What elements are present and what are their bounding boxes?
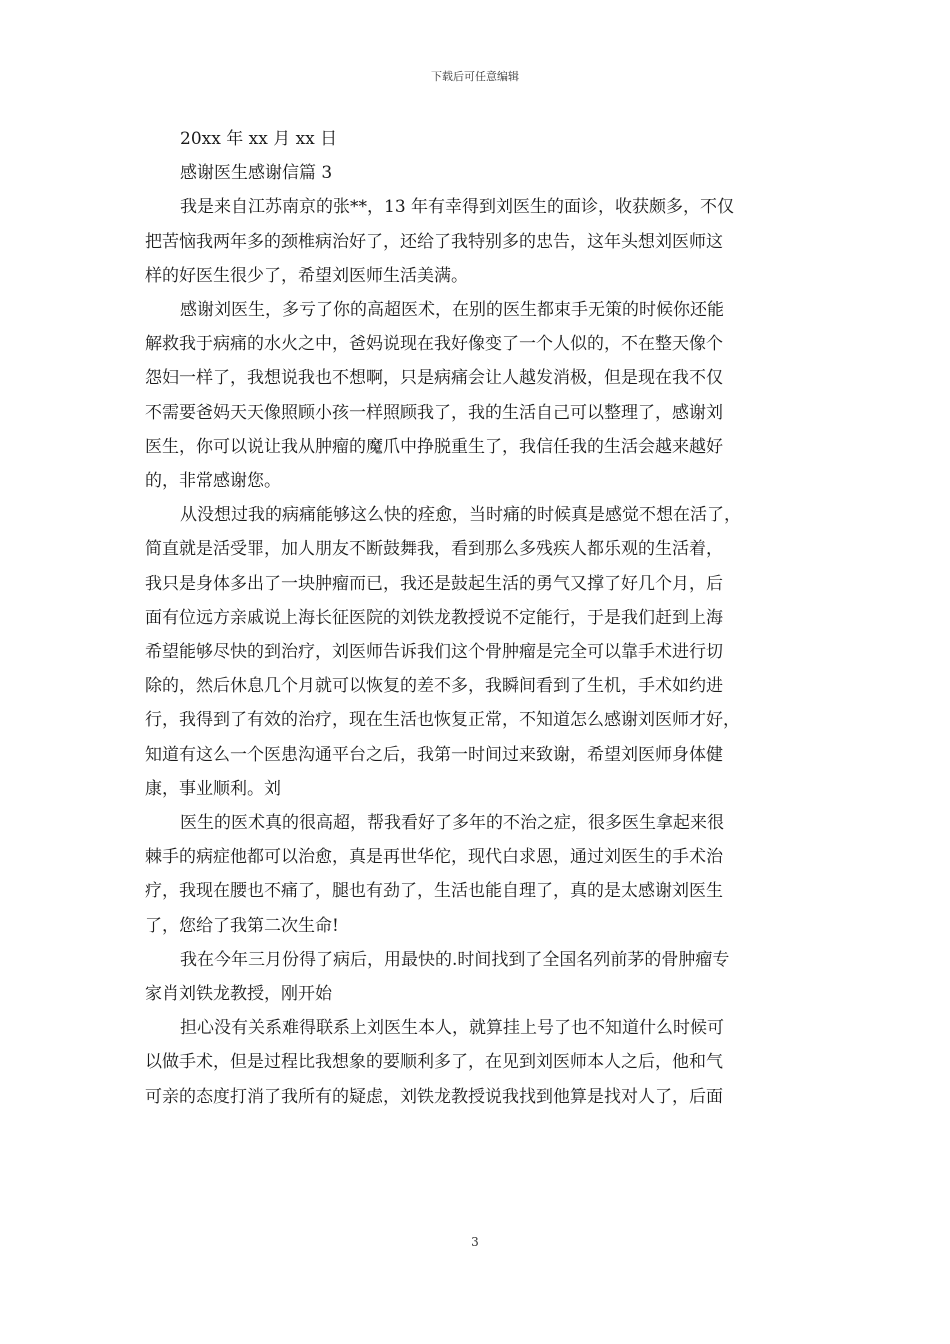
text-line: 除的，然后休息几个月就可以恢复的差不多，我瞬间看到了生机，手术如约进 [145,676,723,697]
text-line: 我是来自江苏南京的张**，13 年有幸得到刘医生的面诊，收获颇多，不仅 [180,197,735,218]
text-line: 我在今年三月份得了病后，用最快的.时间找到了全国名列前茅的骨肿瘤专 [180,949,730,970]
text-line: 医生的医术真的很高超，帮我看好了多年的不治之症，很多医生拿起来很 [180,813,724,834]
document-body [145,122,805,1114]
paragraph [145,122,805,156]
text-line: 我只是身体多出了一块肿瘤而已，我还是鼓起生活的勇气又撑了好几个月，后 [145,573,723,594]
text-line: 面有位远方亲戚说上海长征医院的刘铁龙教授说不定能行，于是我们赶到上海 [145,607,723,628]
text-line: 行，我得到了有效的治疗，现在生活也恢复正常，不知道怎么感谢刘医师才好， [145,710,740,731]
text-line: 了，您给了我第二次生命! [145,915,339,936]
text-line: 康，事业顺利。刘 [145,778,281,799]
text-line: 样的好医生很少了，希望刘医师生活美满。 [145,265,468,286]
text-line: 20xx 年 xx 月 xx 日 [180,129,338,149]
paragraph [145,806,805,943]
text-line: 医生，你可以说让我从肿瘤的魔爪中挣脱重生了，我信任我的生活会越来越好 [145,436,723,457]
text-line: 怨妇一样了，我想说我也不想啊，只是病痛会让人越发消极，但是现在我不仅 [145,368,723,389]
text-line: 解救我于病痛的水火之中，爸妈说现在我好像变了一个人似的，不在整天像个 [145,334,723,355]
text-line: 以做手术，但是过程比我想象的要顺利多了，在见到刘医师本人之后，他和气 [145,1052,723,1073]
text-line: 担心没有关系难得联系上刘医生本人，就算挂上号了也不知道什么时候可 [180,1018,724,1039]
text-line: 知道有这么一个医患沟通平台之后，我第一时间过来致谢，希望刘医师身体健 [145,744,723,765]
paragraph [145,1011,805,1114]
paragraph [145,943,805,1011]
paragraph [145,498,805,806]
text-line: 简直就是活受罪，加人朋友不断鼓舞我，看到那么多残疾人都乐观的生活着， [145,539,723,560]
text-line: 的，非常感谢您。 [145,471,281,492]
text-line: 感谢刘医生，多亏了你的高超医术，在别的医生都束手无策的时候你还能 [180,300,724,321]
text-line: 感谢医生感谢信篇 3 [180,163,333,184]
text-line: 疗，我现在腰也不痛了，腿也有劲了，生活也能自理了，真的是太感谢刘医生 [145,881,723,902]
paragraph [145,190,805,293]
text-line: 棘手的病症他都可以治愈，真是再世华佗，现代白求恩，通过刘医生的手术治 [145,847,723,868]
paragraph [145,293,805,498]
text-line: 不需要爸妈天天像照顾小孩一样照顾我了，我的生活自己可以整理了，感谢刘 [145,402,723,423]
text-line: 家肖刘铁龙教授，刚开始 [145,984,332,1005]
text-line: 希望能够尽快的到治疗，刘医师告诉我们这个骨肿瘤是完全可以靠手术进行切 [145,642,723,663]
text-line: 把苦恼我两年多的颈椎病治好了，还给了我特别多的忠告，这年头想刘医师这 [145,231,723,252]
text-line: 可亲的态度打消了我所有的疑虑，刘铁龙教授说我找到他算是找对人了，后面 [145,1086,723,1107]
page-number: 3 [471,1235,479,1249]
paragraph [145,156,805,190]
text-line: 从没想过我的病痛能够这么快的痊愈，当时痛的时候真是感觉不想在活了， [180,505,741,526]
page-header-note: 下载后可任意编辑 [431,70,519,83]
